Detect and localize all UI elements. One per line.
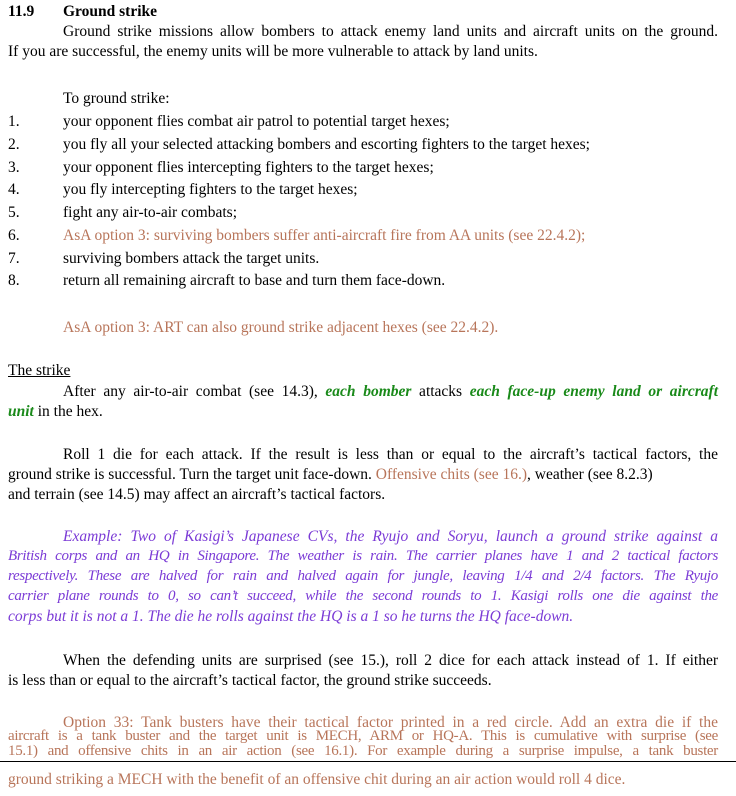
strike-text: in the hex.: [33, 403, 103, 420]
example-line: carrier plane rounds to 0, so can’t succeed, while the second rounds to 1. Kasigi rolls one die against the: [8, 588, 718, 604]
step-text-asa-option: AsA option 3: surviving bombers suffer anti-aircraft fire from AA units (see 22.4.2);: [63, 227, 586, 244]
step-number: 7.: [8, 250, 20, 267]
strike-text: ground strike is successful. Turn the target unit face-down.: [8, 466, 376, 483]
strike-p2-line-3: and terrain (see 14.5) may affect an aircraft’s tactical factors.: [8, 486, 386, 503]
strike-text: , weather (see 8.2.3): [527, 466, 653, 483]
example-line: corps but it is not a 1. The die he rolls against the HQ is a 1 so he turns the HQ face-down.: [8, 608, 574, 625]
option33-line: ground striking a MECH with the benefit of an offensive chit during an air action would roll 4 dice.: [8, 771, 626, 788]
strike-text: attacks: [411, 383, 470, 400]
strike-p2-line-1: Roll 1 die for each attack. If the result is less than or equal to the aircraft’s tactical factors, the: [63, 446, 718, 463]
example-line: respectively. These are halved for rain and halved again for jungle, leaving 1/4 and 2/4 factors. The Ryujo: [8, 568, 718, 584]
step-number: 5.: [8, 204, 20, 221]
section-number: 11.9: [8, 3, 35, 20]
option33-line: Option 33: Tank busters have their tactical factor printed in a red circle. Add an extra die if the: [63, 714, 718, 731]
strike-heading: The strike: [8, 362, 71, 379]
procedure-heading: To ground strike:: [63, 90, 170, 107]
strike-p1-line-1: [63, 380, 718, 403]
surprise-line-1: When the defending units are surprised (see 15.), roll 2 dice for each attack instead of 1. If either: [63, 652, 718, 669]
option33-line: 15.1) and offensive chits in an air action (see 16.1). For example during a surprise impulse, a tank buster: [8, 743, 718, 759]
asa-note: AsA option 3: ART can also ground strike adjacent hexes (see 22.4.2).: [63, 319, 499, 336]
example-line: Example: Two of Kasigi’s Japanese CVs, the Ryujo and Soryu, launch a ground strike against a: [63, 528, 718, 545]
section-title: Ground strike: [63, 3, 158, 20]
step-number: 4.: [8, 181, 20, 198]
step-text: surviving bombers attack the target units.: [63, 250, 320, 267]
step-text: return all remaining aircraft to base and turn them face-down.: [63, 272, 446, 289]
step-text: you fly all your selected attacking bombers and escorting fighters to the target hexes;: [63, 136, 590, 153]
step-number: 6.: [8, 227, 20, 244]
step-number: 8.: [8, 272, 20, 289]
intro-line-1: Ground strike missions allow bombers to attack enemy land units and aircraft units on the ground.: [63, 23, 718, 40]
example-line: British corps and an HQ in Singapore. The weather is rain. The carrier planes have 1 and 2 tactical factors: [8, 548, 718, 564]
step-number: 2.: [8, 136, 20, 153]
step-text: fight any air-to-air combats;: [63, 204, 238, 221]
step-text: you fly intercepting fighters to the target hexes;: [63, 181, 358, 198]
emphasis-unit: unit: [8, 403, 34, 420]
step-number: 1.: [8, 113, 20, 130]
surprise-line-2: is less than or equal to the aircraft’s tactical factor, the ground strike succeeds.: [8, 672, 492, 689]
emphasis-target: each face-up enemy land or aircraft: [469, 383, 718, 400]
page-divider: [0, 761, 736, 762]
offensive-chits-ref: Offensive chits (see 16.): [375, 466, 528, 483]
option33-line: aircraft is a tank buster and the target unit is MECH, ARM or HQ-A. This is cumulative with surprise (see: [8, 728, 718, 744]
intro-line-2: If you are successful, the enemy units will be more vulnerable to attack by land units.: [8, 43, 538, 60]
step-text: your opponent flies combat air patrol to potential target hexes;: [63, 113, 450, 130]
strike-text: After any air-to-air combat (see 14.3),: [63, 383, 326, 400]
step-text: your opponent flies intercepting fighters to the target hexes;: [63, 159, 434, 176]
step-number: 3.: [8, 159, 20, 176]
emphasis-each-bomber: each bomber: [325, 383, 412, 400]
strike-p1-line-2: [8, 400, 103, 423]
